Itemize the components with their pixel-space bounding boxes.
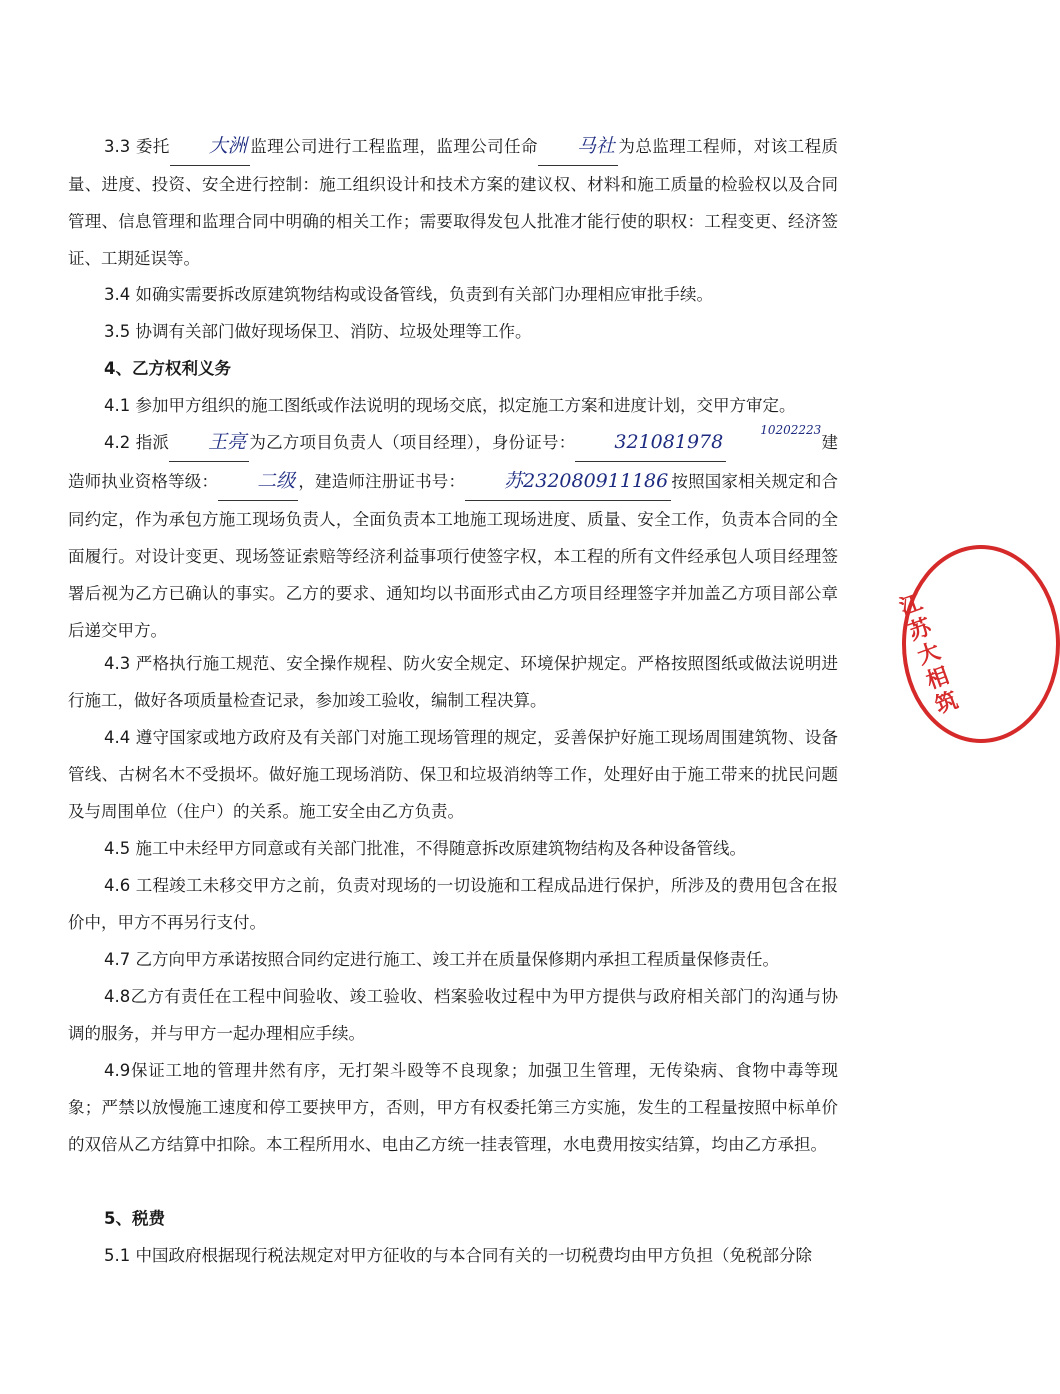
clause-3-3-rest: 为总监理工程师，对该工程质量、进度、投资、安全进行控制：施工组织设计和技术方案的建议权、材料和施工质量的检验权以及合同管理、信息管理和监理合同中明确的相关工作；需要取得发包人批准才能行使的职权：工程变更、经济签证、工期延误等。 <box>68 137 839 268</box>
clause-3-3 <box>68 128 838 277</box>
handwritten-grade: 二级 <box>218 463 298 501</box>
clause-4-2-id-label: 为乙方项目负责人（项目经理），身份证号： <box>249 433 576 452</box>
clause-4-9: 4.9保证工地的管理井然有序，无打架斗殴等不良现象；加强卫生管理，无传染病、食物中毒等现象；严禁以放慢施工速度和停工要挟甲方，否则，甲方有权委托第三方实施，发生的工程量按照中标单价的双倍从乙方结算中扣除。本工程所用水、电由乙方统一挂表管理，水电费用按实结算，均由乙方承担。 <box>68 1061 838 1154</box>
handwritten-chief-engineer: 马社 <box>538 128 618 166</box>
clause-3-3-mid: 监理公司进行工程监理，监理公司任命 <box>249 137 538 156</box>
clause-4-3: 4.3 严格执行施工规范、安全操作规程、防火安全规定、环境保护规定。严格按照图纸或做法说明进行施工，做好各项质量检查记录，参加竣工验收，编制工程决算。 <box>68 654 838 710</box>
clause-3-5: 3.5 协调有关部门做好现场保卫、消防、垃圾处理等工作。 <box>104 322 532 341</box>
section-heading-5: 5、税费 <box>104 1209 165 1228</box>
handwritten-id-number: 321081978 <box>575 424 726 462</box>
handwritten-project-manager: 王亮 <box>169 424 249 462</box>
clause-4-1: 4.1 参加甲方组织的施工图纸或作法说明的现场交底，拟定施工方案和进度计划，交甲方审定。 <box>104 396 796 415</box>
seal-text: 江苏大相筑 <box>896 590 962 719</box>
clause-4-2-grade-label: 建造师执业资格等级： <box>68 433 839 491</box>
handwritten-supervision-company: 大洲 <box>170 128 250 166</box>
clause-4-2 <box>68 424 838 649</box>
clause-5-1: 5.1 中国政府根据现行税法规定对甲方征收的与本合同有关的一切税费均由甲方负担（免税部分除 <box>104 1246 812 1265</box>
clause-4-2-cert-label: ，建造师注册证书号： <box>298 472 466 491</box>
clause-4-4: 4.4 遵守国家或地方政府及有关部门对施工现场管理的规定，妥善保护好施工现场周围建筑物、设备管线、古树名木不受损坏。做好施工现场消防、保卫和垃圾消纳等工作，处理好由于施工带来的扰民问题及与周围单位（住户）的关系。施工安全由乙方负责。 <box>68 728 838 821</box>
clause-4-8: 4.8乙方有责任在工程中间验收、竣工验收、档案验收过程中为甲方提供与政府相关部门的沟通与协调的服务，并与甲方一起办理相应手续。 <box>68 987 838 1043</box>
company-seal-stamp <box>896 545 1060 743</box>
clause-3-3-lead: 3.3 委托 <box>104 137 170 156</box>
handwritten-id-suffix: 10202223 <box>760 423 822 437</box>
clause-4-2-lead: 4.2 指派 <box>104 433 170 452</box>
clause-4-7: 4.7 乙方向甲方承诺按照合同约定进行施工、竣工并在质量保修期内承担工程质量保修责任。 <box>104 950 779 969</box>
clause-4-6: 4.6 工程竣工未移交甲方之前，负责对现场的一切设施和工程成品进行保护，所涉及的费用包含在报价中，甲方不再另行支付。 <box>68 876 838 932</box>
clause-3-4: 3.4 如确实需要拆改原建筑物结构或设备管线，负责到有关部门办理相应审批手续。 <box>104 285 713 304</box>
section-heading-4: 4、乙方权利义务 <box>104 359 231 378</box>
clause-4-5: 4.5 施工中未经甲方同意或有关部门批准，不得随意拆改原建筑物结构及各种设备管线。 <box>104 839 746 858</box>
clause-4-2-rest: 按照国家相关规定和合同约定，作为承包方施工现场负责人，全面负责本工地施工现场进度、质量、安全工作，负责本合同的全面履行。对设计变更、现场签证索赔等经济利益事项行使签字权，本工程的所有文件经承包人项目经理签署后视为乙方已确认的事实。乙方的要求、通知均以书面形式由乙方项目经理签字并加盖乙方项目部公章后递交甲方。 <box>68 472 839 640</box>
handwritten-cert-number: 苏232080911186 <box>465 463 671 501</box>
